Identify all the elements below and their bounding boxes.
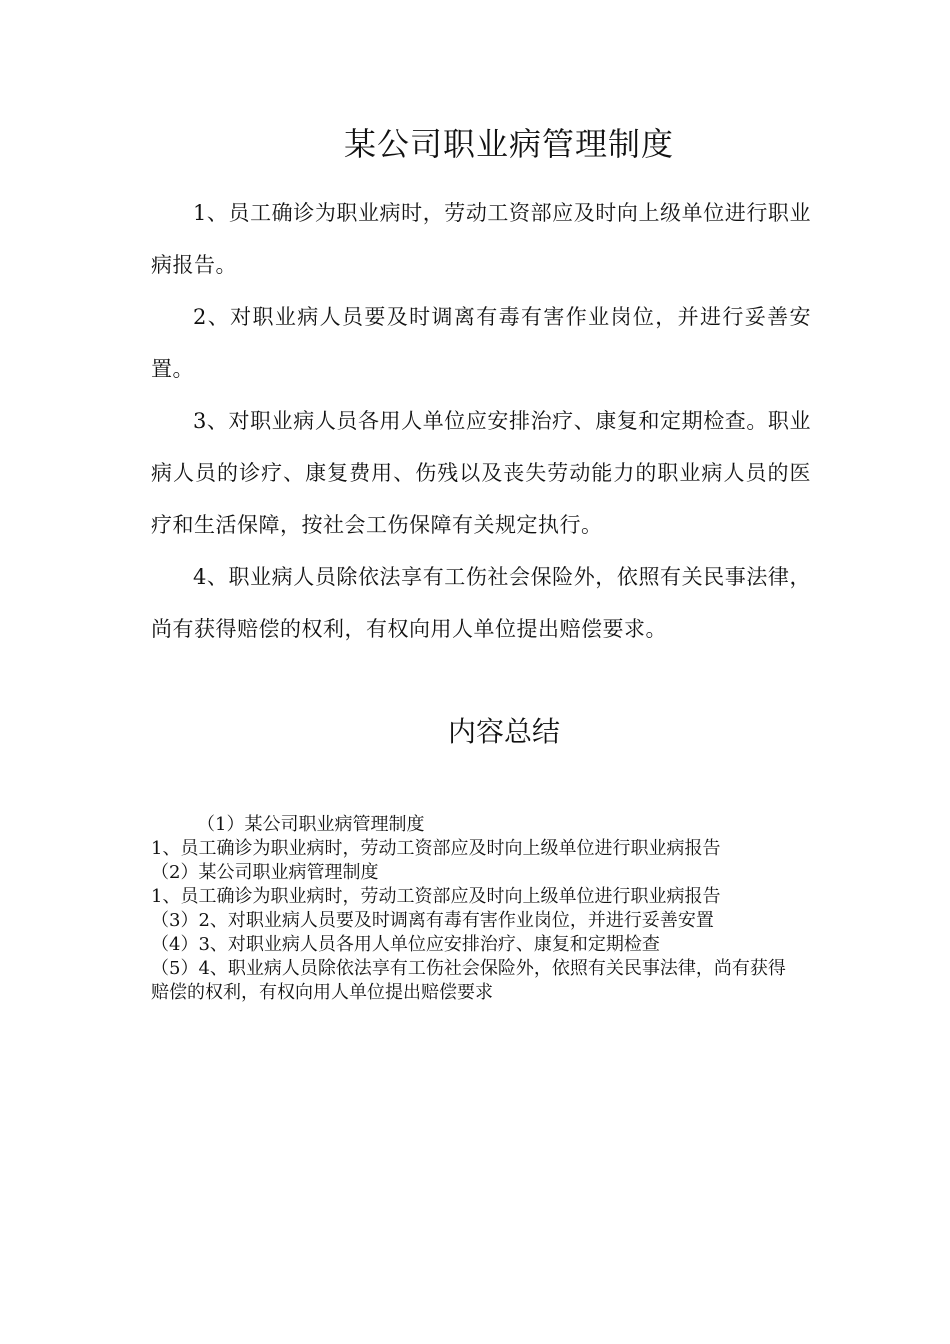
summary-line: （1）某公司职业病管理制度 [197,814,425,835]
summary-line: （3）2、对职业病人员要及时调离有毒有害作业岗位，并进行妥善安置 [151,910,714,931]
summary-section [151,813,801,1005]
paragraph-4: 4、职业病人员除依法享有工伤社会保险外，依照有关民事法律，尚有获得赔偿的权利，有权向用人单位提出赔偿要求。 [151,565,811,641]
summary-line: 1、员工确诊为职业病时，劳动工资部应及时向上级单位进行职业病报告 [151,886,721,907]
summary-title: 内容总结 [447,715,560,748]
summary-line: （2）某公司职业病管理制度 [151,862,379,883]
summary-line: （4）3、对职业病人员各用人单位应安排治疗、康复和定期检查 [151,934,660,955]
document-body [151,187,811,655]
summary-line: （5）4、职业病人员除依法享有工伤社会保险外，依照有关民事法律，尚有获得赔偿的权利，有权向用人单位提出赔偿要求 [151,958,786,1003]
paragraph-2: 2、对职业病人员要及时调离有毒有害作业岗位，并进行妥善安置。 [151,305,811,381]
document-title: 某公司职业病管理制度 [343,125,674,163]
summary-line: 1、员工确诊为职业病时，劳动工资部应及时向上级单位进行职业病报告 [151,838,721,859]
paragraph-1: 1、员工确诊为职业病时，劳动工资部应及时向上级单位进行职业病报告。 [151,201,811,277]
paragraph-3: 3、对职业病人员各用人单位应安排治疗、康复和定期检查。职业病人员的诊疗、康复费用、伤残以及丧失劳动能力的职业病人员的医疗和生活保障，按社会工伤保障有关规定执行。 [151,409,811,537]
